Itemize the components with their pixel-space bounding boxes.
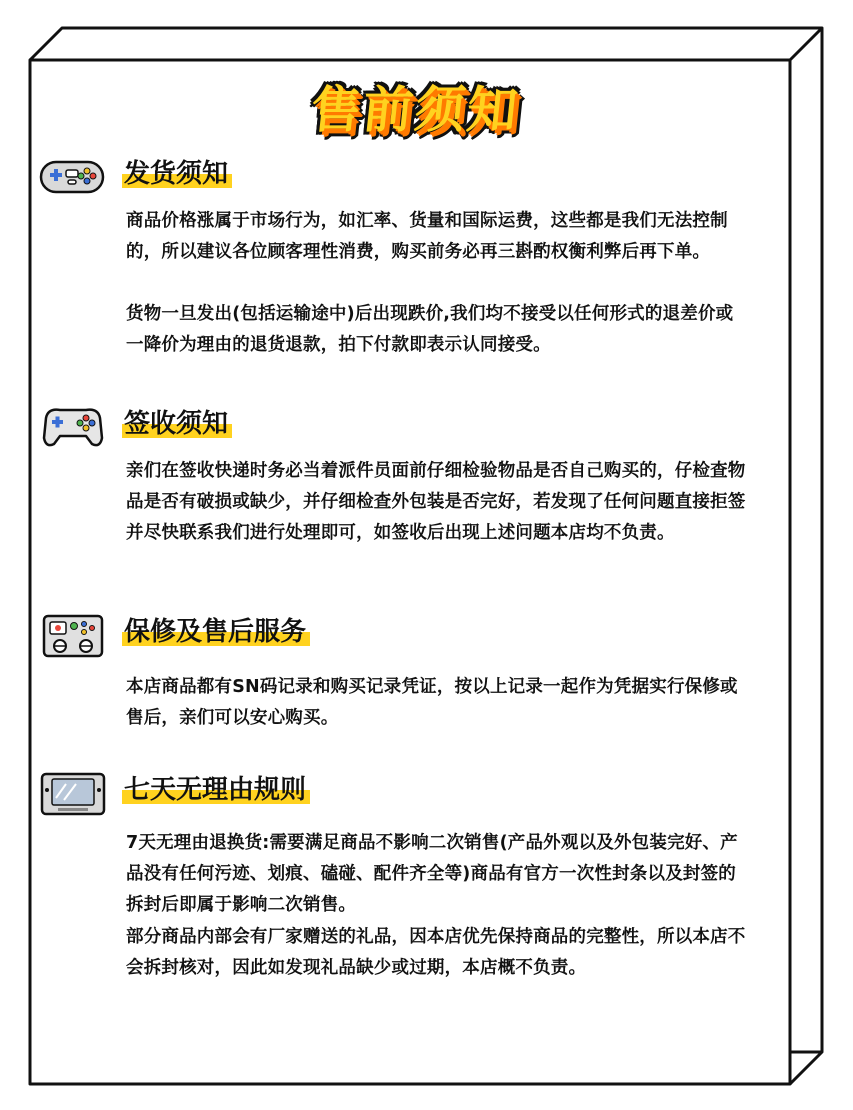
section-heading: 签收须知 — [124, 404, 228, 444]
section-paragraph: 货物一旦发出(包括运输途中)后出现跌价,我们均不接受以任何形式的退差价或一降价为理由的退货退款，拍下付款即表示认同接受。 — [126, 304, 734, 355]
arcade-controller-icon — [38, 612, 108, 660]
section-paragraph: 商品价格涨属于市场行为，如汇率、货量和国际运费，这些都是我们无法控制的，所以建议各位顾客理性消费，购买前务必再三斟酌权衡利弊后再下单。 — [126, 211, 728, 262]
section-paragraph: 本店商品都有SN码记录和购买记录凭证，按以上记录一起作为凭据实行保修或售后，亲们可以安心购买。 — [126, 677, 738, 728]
section-seven-day-return — [38, 770, 758, 1020]
section-receipt — [38, 404, 758, 574]
handheld-console-icon — [38, 770, 108, 818]
section-shipping — [38, 154, 758, 384]
page-title-banner — [290, 78, 540, 142]
gamepad-icon — [38, 154, 108, 202]
section-heading: 发货须知 — [124, 154, 228, 194]
controller-icon — [38, 404, 108, 452]
section-paragraph: 7天无理由退换货:需要满足商品不影响二次销售(产品外观以及外包装完好、产品没有任何污迹、划痕、磕碰、配件齐全等)商品有官方一次性封条以及封签的拆封后即属于影响二次销售。 — [126, 833, 738, 915]
section-heading: 保修及售后服务 — [124, 612, 306, 652]
section-heading: 七天无理由规则 — [124, 770, 306, 810]
page-title: 售前须知 — [307, 81, 523, 139]
section-paragraph: 部分商品内部会有厂家赠送的礼品，因本店优先保持商品的完整性，所以本店不会拆封核对，因此如发现礼品缺少或过期，本店概不负责。 — [126, 927, 746, 978]
section-paragraph: 亲们在签收快递时务必当着派件员面前仔细检验物品是否自己购买的，仔检查物品是否有破损或缺少，并仔细检查外包装是否完好，若发现了任何问题直接拒签并尽快联系我们进行处理即可，如签收后出现上述问题本店均不负责。 — [126, 461, 746, 543]
section-warranty — [38, 612, 758, 732]
